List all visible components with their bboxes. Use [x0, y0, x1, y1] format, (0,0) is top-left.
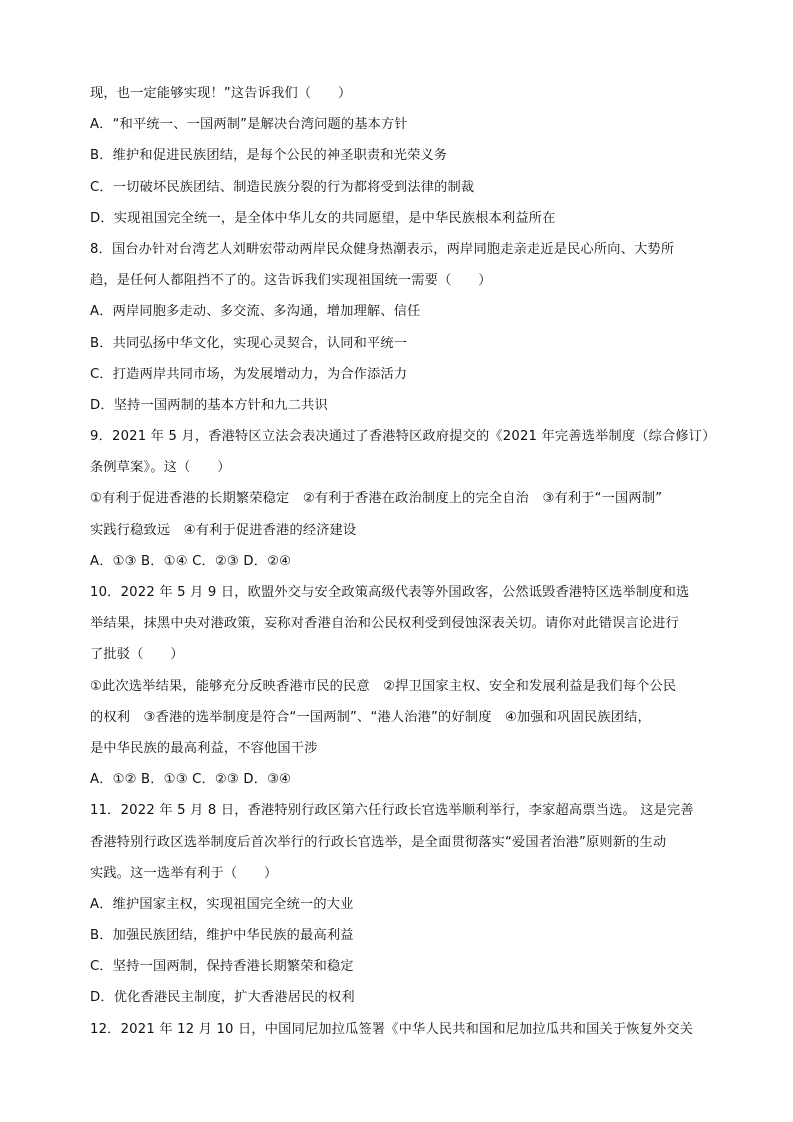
text-line: B．共同弘扬中华文化，实现心灵契合，认同和平统一 [90, 335, 408, 351]
text-line: A．两岸同胞多走动、多交流、多沟通，增加理解、信任 [90, 304, 421, 320]
text-line: A．维护国家主权，实现祖国完全统一的大业 [90, 896, 354, 912]
text-line: D．坚持一国两制的基本方针和九二共识 [90, 397, 328, 413]
text-line: ①此次选举结果，能够充分反映香港市民的民意 ②捍卫国家主权、安全和发展利益是我们每个公民 [90, 678, 677, 694]
text-line: 8．国台办针对台湾艺人刘畊宏带动两岸民众健身热潮表示，两岸同胞走亲走近是民心所向、大势所 [90, 241, 675, 257]
text-line: D．实现祖国完全统一，是全体中华儿女的共同愿望，是中华民族根本利益所在 [90, 210, 556, 226]
text-line: 9．2021 年 5 月，香港特区立法会表决通过了香港特区政府提交的《2021 年完善选举制度（综合修订） [90, 429, 716, 445]
text-line: C．打造两岸共同市场，为发展增动力，为合作添活力 [90, 366, 408, 382]
text-line: 实践。这一选举有利于（ ） [90, 865, 278, 881]
text-line: 举结果，抹黑中央对港政策，妄称对香港自治和公民权利受到侵蚀深表关切。请你对此错误言论进行 [90, 616, 680, 632]
text-line: 实践行稳致远 ④有利于促进香港的经济建设 [90, 522, 357, 538]
text-line: B．加强民族团结，维护中华民族的最高利益 [90, 928, 354, 944]
text-line: 条例草案》。这（ ） [90, 460, 231, 476]
text-line: 12．2021 年 12 月 10 日，中国同尼加拉瓜签署《中华人民共和国和尼加拉瓜共和国关于恢复外交关 [90, 1021, 694, 1037]
document-page [90, 78, 716, 1045]
text-line: 的权利 ③香港的选举制度是符合“一国两制”、“港人治港”的好制度 ④加强和巩固民族团结， [90, 709, 651, 725]
text-line: C．坚持一国两制，保持香港长期繁荣和稳定 [90, 959, 354, 975]
text-line: 香港特别行政区选举制度后首次举行的行政长官选举，是全面贯彻落实“爱国者治港”原则新的生动 [90, 834, 667, 850]
text-line: A．①③ B．①④ C．②③ D．②④ [90, 553, 292, 569]
text-line: 10．2022 年 5 月 9 日，欧盟外交与安全政策高级代表等外国政客，公然诋毁香港特区选举制度和选 [90, 585, 690, 600]
text-line: A．①② B．①③ C．②③ D．③④ [90, 772, 292, 788]
text-line: 11．2022 年 5 月 8 日，香港特别行政区第六任行政长官选举顺利举行，李家超高票当选。 这是完善 [90, 803, 694, 819]
text-line: D．优化香港民主制度，扩大香港居民的权利 [90, 990, 355, 1006]
text-line: C．一切破坏民族团结、制造民族分裂的行为都将受到法律的制裁 [90, 179, 475, 195]
text-line: 趋，是任何人都阻挡不了的。这告诉我们实现祖国统一需要（ ） [90, 273, 492, 289]
text-line: ①有利于促进香港的长期繁荣稳定 ②有利于香港在政治制度上的完全自治 ③有利于“一国两制” [90, 491, 663, 507]
text-line: B．维护和促进民族团结，是每个公民的神圣职责和光荣义务 [90, 148, 448, 164]
text-line: A．“和平统一、一国两制”是解决台湾问题的基本方针 [90, 117, 408, 133]
text-line: 现，也一定能够实现！”这告诉我们（ ） [90, 86, 352, 101]
text-line: 了批驳（ ） [90, 647, 184, 663]
text-line: 是中华民族的最高利益，不容他国干涉 [90, 740, 318, 756]
